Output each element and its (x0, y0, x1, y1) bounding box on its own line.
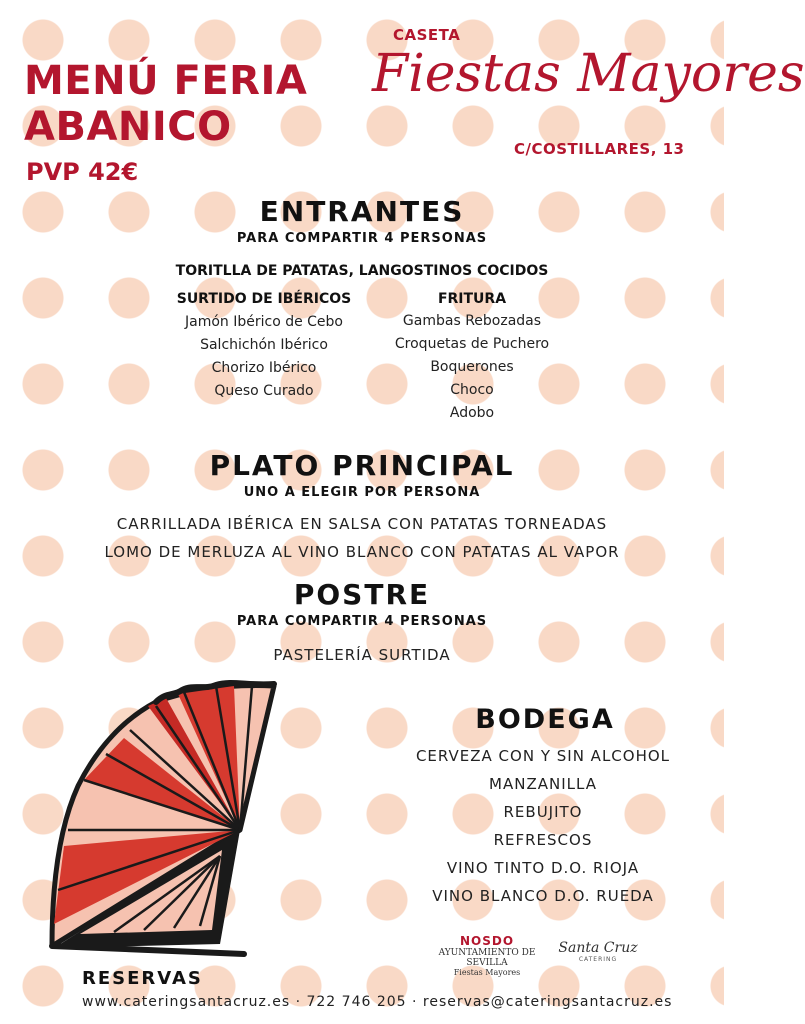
reservas-label: RESERVAS (82, 968, 203, 989)
bodega-title: BODEGA (475, 704, 615, 735)
fritura-list (372, 310, 572, 425)
fritura-column (372, 291, 572, 425)
iberico-list (164, 311, 364, 403)
main-dish-item: CARRILLADA IBÉRICA EN SALSA CON PATATAS TORNEADAS (116, 515, 608, 533)
list-item: Gambas Rebozadas (402, 313, 542, 329)
bodega-list (400, 742, 686, 910)
nodo-logo-mark: NOSDO (459, 934, 515, 948)
entrantes-title: ENTRANTES (259, 195, 465, 228)
list-item: Chorizo Ibérico (211, 360, 317, 376)
caseta-label: CASETA (393, 26, 461, 44)
list-item: Jamón Ibérico de Cebo (184, 314, 343, 330)
list-item: Salchichón Ibérico (200, 337, 328, 353)
list-item: REFRESCOS (493, 831, 593, 849)
list-item: Adobo (449, 405, 495, 421)
menu-title (24, 58, 354, 150)
entrantes-subtitle: PARA COMPARTIR 4 PERSONAS (236, 231, 488, 246)
list-item: VINO TINTO D.O. RIOJA (446, 859, 640, 877)
postre-title: POSTRE (293, 578, 431, 611)
iberico-column-title: SURTIDO DE IBÉRICOS (176, 291, 352, 307)
santa-cruz-logo-sub: CATERING (578, 956, 618, 963)
fritura-column-title: FRITURA (437, 291, 507, 307)
santa-cruz-logo-mark: Santa Cruz (558, 940, 638, 956)
main-dish-item: LOMO DE MERLUZA AL VINO BLANCO CON PATATAS AL VAPOR (104, 543, 620, 561)
iberico-column (164, 291, 364, 403)
list-item: Queso Curado (214, 383, 314, 399)
entrantes-shared-line: TORITLLA DE PATATAS, LANGOSTINOS COCIDOS (175, 263, 549, 279)
menu-title-line2: ABANICO (24, 104, 232, 150)
list-item: Choco (450, 382, 494, 398)
nodo-sevilla-logo (424, 934, 550, 977)
caseta-address: C/COSTILLARES, 13 (514, 140, 685, 158)
list-item: REBUJITO (503, 803, 583, 821)
nodo-logo-line2: Fiestas Mayores (453, 968, 521, 977)
list-item: CERVEZA CON Y SIN ALCOHOL (415, 747, 671, 765)
menu-title-line1: MENÚ FERIA (24, 58, 308, 104)
list-item: VINO BLANCO D.O. RUEDA (432, 887, 654, 905)
list-item: Boquerones (430, 359, 514, 375)
list-item: Croquetas de Puchero (394, 336, 550, 352)
postre-subtitle: PARA COMPARTIR 4 PERSONAS (236, 614, 488, 629)
plato-principal-subtitle: UNO A ELEGIR POR PERSONA (243, 485, 481, 500)
santa-cruz-catering-logo (556, 940, 640, 963)
plato-principal-title: PLATO PRINCIPAL (209, 449, 515, 482)
hand-fan-icon (44, 680, 280, 966)
dessert-item: PASTELERÍA SURTIDA (273, 646, 451, 664)
price-label: PVP 42€ (26, 158, 139, 186)
contact-line: www.cateringsantacruz.es · 722 746 205 · reservas@cateringsantacruz.es (82, 994, 673, 1010)
list-item: MANZANILLA (489, 775, 597, 793)
caseta-name: Fiestas Mayores (372, 44, 805, 104)
nodo-logo-line1: AYUNTAMIENTO DE SEVILLA (438, 948, 536, 968)
